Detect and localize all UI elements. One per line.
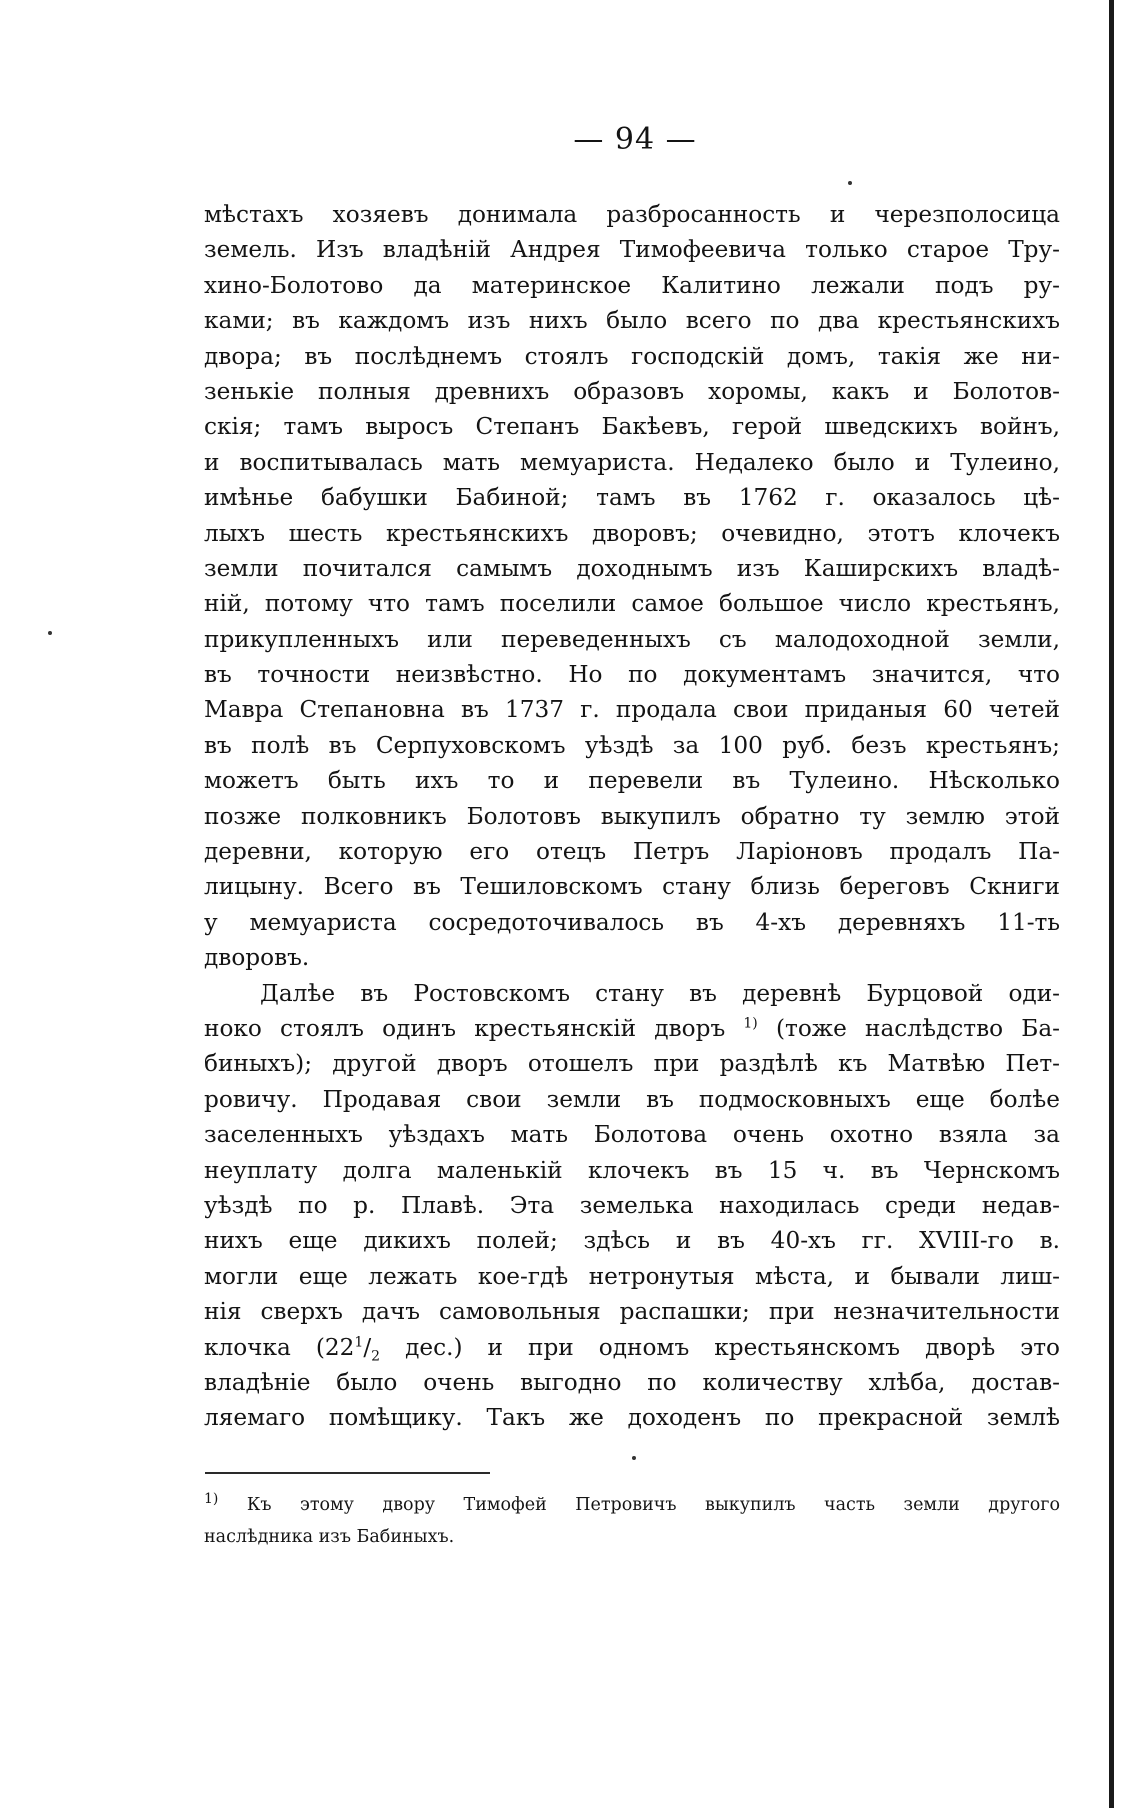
text-line: скія; тамъ выросъ Степанъ Бакѣевъ, герой шведскихъ войнъ, (204, 413, 1060, 441)
footnote (204, 1489, 1060, 1553)
text-line: уѣздѣ по р. Плавѣ. Эта земелька находилась среди недав- (204, 1191, 1060, 1219)
text-segment: клочка (22 (204, 1333, 355, 1361)
text-line: хино-Болотово да материнское Калитино лежали подъ ру- (204, 271, 1060, 299)
body-text (204, 197, 1060, 1436)
paragraph-2 (204, 976, 1060, 1436)
text-line: Далѣе въ Ростовскомъ стану въ деревнѣ Бурцовой оди- (260, 979, 1060, 1007)
text-line: дворовъ. (204, 944, 310, 972)
text-line-with-fraction: клочка ($22^1/_2$ дес.) и при одномъ крестьянскомъ дворѣ это (204, 1333, 1060, 1365)
text-line: и воспитывалась мать мемуариста. Недалеко было и Тулеино, (204, 448, 1060, 476)
text-line: неуплату долга маленькій клочекъ въ 15 ч. въ Чернскомъ (204, 1156, 1060, 1184)
text-line: биныхъ); другой дворъ отошелъ при раздѣлѣ къ Матвѣю Пет- (204, 1050, 1060, 1078)
text-segment: (тоже наслѣдство Ба- (775, 1014, 1060, 1042)
text-line: нія сверхъ дачъ самовольныя распашки; при незначительности (204, 1298, 1060, 1326)
footnote-reference: 1) (743, 1015, 758, 1032)
text-line: земель. Изъ владѣній Андрея Тимофеевича только старое Тру- (204, 236, 1060, 264)
text-line: земли почитался самымъ доходнымъ изъ Каширскихъ владѣ- (204, 554, 1060, 582)
footnote-divider (205, 1472, 490, 1474)
scan-speck (848, 181, 852, 185)
text-line-with-footnote-ref (204, 1011, 1060, 1046)
footnote-line (204, 1489, 1060, 1521)
text-line: у мемуариста сосредоточивалось въ 4-хъ деревняхъ 11-ть (204, 908, 1060, 936)
text-line: ками; въ каждомъ изъ нихъ было всего по два крестьянскихъ (204, 307, 1060, 335)
scan-speck (632, 1456, 636, 1460)
text-line: можетъ быть ихъ то и перевели въ Тулеино. Нѣсколько (204, 767, 1060, 795)
page-number: — 94 — (573, 122, 697, 157)
text-line: ній, потому что тамъ поселили самое большое число крестьянъ, (204, 590, 1060, 618)
text-line: зенькіе полныя древнихъ образовъ хоромы, какъ и Болотов- (204, 377, 1060, 405)
text-line: владѣніе было очень выгодно по количеству хлѣба, достав- (204, 1368, 1060, 1396)
text-line: деревни, которую его отецъ Петръ Ларіоновъ продалъ Па- (204, 838, 1060, 866)
text-segment: Къ этому двору Тимофей Петровичъ выкупилъ часть земли другого (246, 1495, 1060, 1515)
text-line: ляемаго помѣщику. Такъ же доходенъ по прекрасной землѣ (204, 1404, 1060, 1432)
text-segment: ноко стоялъ одинъ крестьянскій дворъ (204, 1014, 726, 1042)
text-line: Мавра Степановна въ 1737 г. продала свои приданыя 60 четей (204, 696, 1060, 724)
text-line: ровичу. Продавая свои земли въ подмосковныхъ еще болѣе (204, 1085, 1060, 1113)
text-line: лыхъ шесть крестьянскихъ дворовъ; очевидно, этотъ клочекъ (204, 519, 1060, 547)
text-line: лицыну. Всего въ Тешиловскомъ стану близь береговъ Скниги (204, 873, 1060, 901)
text-line: нихъ еще дикихъ полей; здѣсь и въ 40-хъ гг. XVIII-го в. (204, 1227, 1060, 1255)
fraction-numerator: 1 (354, 1333, 364, 1350)
text-line: могли еще лежать кое-гдѣ нетронутыя мѣста, и бывали лиш- (204, 1262, 1060, 1290)
text-segment: дес.) и при одномъ крестьянскомъ дворѣ это (405, 1333, 1060, 1361)
fraction-denominator: 2 (371, 1348, 381, 1365)
footnote-line: наслѣдника изъ Бабиныхъ. (204, 1527, 455, 1547)
footnote-marker: 1) (204, 1491, 219, 1508)
text-line: заселенныхъ уѣздахъ мать Болотова очень охотно взяла за (204, 1121, 1060, 1149)
text-line: двора; въ послѣднемъ стоялъ господскій домъ, такія же ни- (204, 342, 1060, 370)
text-line: имѣнье бабушки Бабиной; тамъ въ 1762 г. оказалось цѣ- (204, 484, 1060, 512)
scan-edge-border (1109, 0, 1114, 1808)
paragraph-1 (204, 197, 1060, 976)
text-line: позже полковникъ Болотовъ выкупилъ обратно ту землю этой (204, 802, 1060, 830)
scan-speck (48, 631, 52, 635)
text-line: въ полѣ въ Серпуховскомъ уѣздѣ за 100 руб. безъ крестьянъ; (204, 731, 1060, 759)
text-line: прикупленныхъ или переведенныхъ съ малодоходной земли, (204, 625, 1060, 653)
text-line: мѣстахъ хозяевъ донимала разбросанность и черезполосица (204, 201, 1060, 228)
text-line: въ точности неизвѣстно. Но по документамъ значится, что (204, 661, 1060, 689)
